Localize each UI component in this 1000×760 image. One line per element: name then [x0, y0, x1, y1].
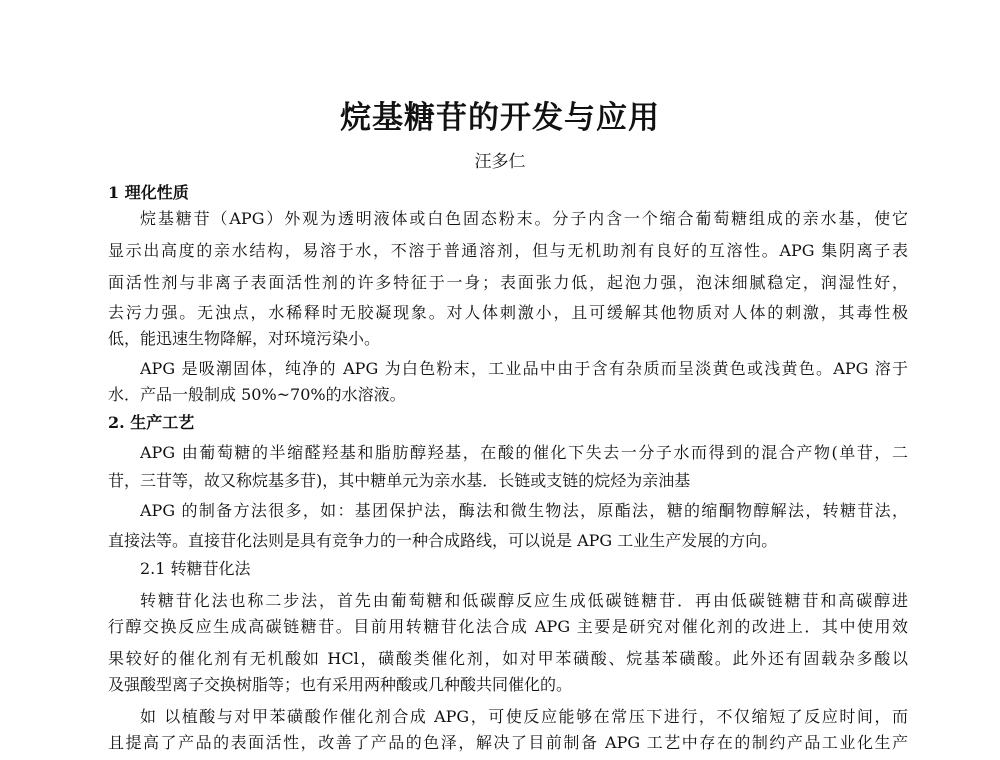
section-heading-2: 2. 生产工艺 — [108, 413, 195, 432]
paragraph-line: 水．产品一般制成 50%~70%的水溶液。 — [108, 385, 406, 404]
paragraph-line: 低，能迅速生物降解，对环境污染小。 — [108, 329, 381, 348]
paragraph-line: 直接法等。直接苷化法则是具有竞争力的一种合成路线，可以说是 APG 工业生产发展的方向。 — [108, 531, 778, 550]
paragraph-line: 烷基糖苷（APG）外观为透明液体或白色固态粉末。分子内含一个缩合葡萄糖组成的亲水基，使它 — [140, 209, 908, 228]
author-name: 汪多仁 — [474, 152, 526, 172]
paragraph-line: 且提高了产品的表面活性，改善了产品的色泽，解决了目前制备 APG 工艺中存在的制约产品工业化生产 — [108, 733, 908, 752]
paragraph-line: APG 的制备方法很多，如：基团保护法，酶法和微生物法，原酯法，糖的缩酮物醇解法，转糖苷法， — [140, 501, 908, 520]
paragraph-line: 果较好的催化剂有无机酸如 HCl，磺酸类催化剂，如对甲苯磺酸、烷基苯磺酸。此外还有固载杂多酸以 — [108, 649, 908, 668]
paragraph-line: 行醇交换反应生成高碳链糖苷。目前用转糖苷化法合成 APG 主要是研究对催化剂的改进上．其中使用效 — [108, 617, 908, 636]
paragraph-line: 显示出高度的亲水结构，易溶于水，不溶于普通溶剂，但与无机助剂有良好的互溶性。APG 集阴离子表 — [108, 241, 908, 260]
paragraph-line: APG 由葡萄糖的半缩醛羟基和脂肪醇羟基，在酸的催化下失去一分子水而得到的混合产物(单苷，二 — [140, 443, 908, 462]
paragraph-line: 转糖苷化法也称二步法，首先由葡萄糖和低碳醇反应生成低碳链糖苷．再由低碳链糖苷和高碳醇进 — [140, 591, 908, 610]
section-heading-1: 1 理化性质 — [108, 183, 189, 202]
paragraph-line: APG 是吸潮固体，纯净的 APG 为白色粉末，工业品中由于含有杂质而呈淡黄色或浅黄色。APG 溶于 — [140, 359, 908, 378]
subsection-heading-2-1: 2.1 转糖苷化法 — [140, 559, 251, 578]
paragraph-line: 及强酸型离子交换树脂等；也有采用两种酸或几种酸共同催化的。 — [108, 675, 573, 694]
paragraph-line: 面活性剂与非离子表面活性剂的许多特征于一身；表面张力低，起泡力强，泡沫细腻稳定，润湿性好， — [108, 273, 908, 292]
document-title: 烷基糖苷的开发与应用 — [340, 100, 660, 136]
paragraph-line: 如 以植酸与对甲苯磺酸作催化剂合成 APG，可使反应能够在常压下进行，不仅缩短了反应时间，而 — [140, 707, 908, 726]
paragraph-line: 苷，三苷等，故又称烷基多苷)，其中糖单元为亲水基．长链或支链的烷烃为亲油基 — [108, 471, 691, 490]
paragraph-line: 去污力强。无浊点，水稀释时无胶凝现象。对人体刺激小，且可缓解其他物质对人体的刺激，其毒性极 — [108, 303, 908, 322]
